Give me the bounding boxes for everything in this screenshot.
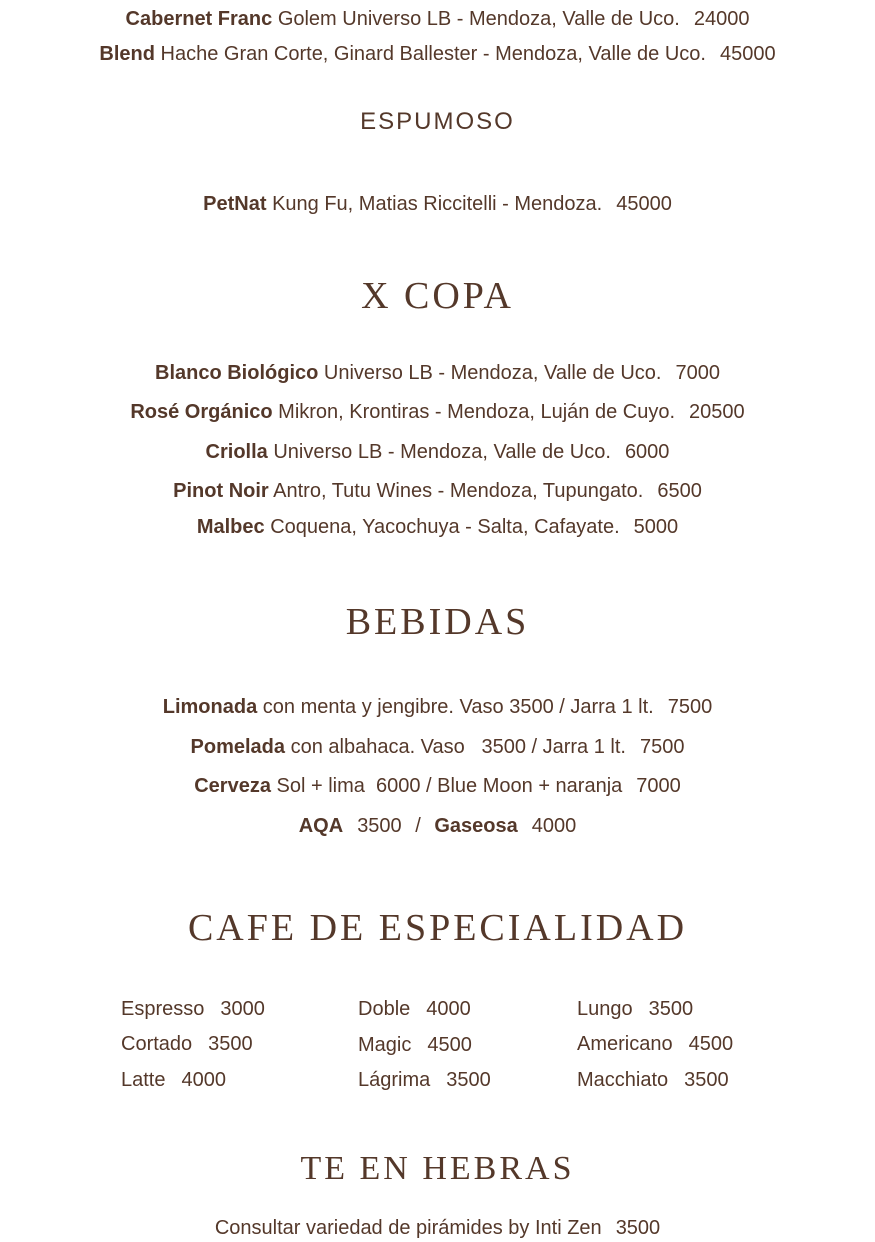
item-price: 4000 bbox=[531, 815, 577, 837]
item-name: Criolla bbox=[205, 441, 268, 463]
separator: / bbox=[415, 815, 421, 837]
cafe-item bbox=[121, 997, 265, 1021]
section-title-bebidas: BEBIDAS bbox=[345, 601, 530, 643]
item-description: Universo LB - Mendoza, Valle de Uco. bbox=[323, 362, 662, 384]
item-price: 4500 bbox=[427, 1034, 472, 1056]
wine-item bbox=[0, 440, 875, 464]
item-price: 45000 bbox=[616, 193, 672, 215]
item-price: 6500 bbox=[657, 480, 702, 502]
item-price: 7500 bbox=[639, 736, 685, 758]
cafe-item bbox=[577, 997, 693, 1021]
item-description: Universo LB - Mendoza, Valle de Uco. bbox=[273, 441, 611, 463]
section-title-xcopa: X COPA bbox=[361, 275, 514, 317]
item-name: Malbec bbox=[196, 516, 265, 538]
wine-item bbox=[0, 192, 875, 216]
item-name: Magic bbox=[358, 1034, 412, 1056]
item-name: Lágrima bbox=[358, 1069, 431, 1091]
item-name: Pinot Noir bbox=[173, 480, 269, 502]
item-description: Coquena, Yacochuya - Salta, Cafayate. bbox=[270, 516, 620, 538]
item-name: Cerveza bbox=[194, 775, 271, 797]
item-name: Limonada bbox=[162, 696, 258, 718]
item-price: 6000 bbox=[624, 441, 670, 463]
item-description: Consultar variedad de pirámides by Inti Zen bbox=[214, 1217, 602, 1239]
cafe-item bbox=[358, 1033, 472, 1057]
item-price: 3500 bbox=[357, 815, 402, 837]
item-description: Kung Fu, Matias Riccitelli - Mendoza. bbox=[272, 193, 603, 215]
wine-item bbox=[0, 7, 875, 31]
item-price: 3500 bbox=[446, 1069, 491, 1091]
item-name: Americano bbox=[577, 1033, 673, 1055]
item-name: PetNat bbox=[203, 193, 267, 215]
wine-item bbox=[0, 479, 875, 503]
drink-item bbox=[0, 774, 875, 798]
item-price: 7500 bbox=[667, 696, 713, 718]
item-description: Hache Gran Corte, Ginard Ballester - Mendoza, Valle de Uco. bbox=[160, 43, 706, 65]
item-price: 3000 bbox=[220, 998, 265, 1020]
drink-item bbox=[0, 735, 875, 759]
item-price: 45000 bbox=[719, 43, 776, 65]
cafe-item bbox=[358, 997, 471, 1021]
item-description: Golem Universo LB - Mendoza, Valle de Uco. bbox=[277, 8, 680, 30]
section-title-cafe: CAFE DE ESPECIALIDAD bbox=[187, 907, 688, 949]
wine-item bbox=[0, 361, 875, 385]
item-name: Gaseosa bbox=[434, 815, 518, 837]
section-title-espumoso: ESPUMOSO bbox=[360, 108, 515, 135]
item-name: Cabernet Franc bbox=[125, 8, 273, 30]
item-name: Latte bbox=[121, 1069, 166, 1091]
item-description: Antro, Tutu Wines - Mendoza, Tupungato. bbox=[273, 480, 644, 502]
cafe-item bbox=[121, 1032, 253, 1056]
item-name: Pomelada bbox=[190, 736, 286, 758]
item-price: 24000 bbox=[693, 8, 750, 30]
item-price: 3500 bbox=[208, 1033, 253, 1055]
item-description: con albahaca. Vaso 3500 / Jarra 1 lt. bbox=[290, 736, 626, 758]
item-name: Cortado bbox=[121, 1033, 193, 1055]
item-name: Rosé Orgánico bbox=[130, 401, 273, 423]
cafe-item bbox=[358, 1068, 491, 1092]
item-name: Blanco Biológico bbox=[155, 362, 319, 384]
item-price: 4000 bbox=[426, 998, 471, 1020]
item-price: 7000 bbox=[636, 775, 681, 797]
item-price: 20500 bbox=[689, 401, 745, 423]
item-description: con menta y jengibre. Vaso 3500 / Jarra 1 lt. bbox=[262, 696, 654, 718]
section-title-te: TE EN HEBRAS bbox=[300, 1150, 575, 1187]
item-description: Sol + lima 6000 / Blue Moon + naranja bbox=[276, 775, 623, 797]
tea-item bbox=[0, 1216, 875, 1240]
drink-item bbox=[0, 695, 875, 719]
item-price: 3500 bbox=[648, 998, 694, 1020]
item-price: 7000 bbox=[675, 362, 720, 384]
item-price: 3500 bbox=[615, 1217, 661, 1239]
wine-item bbox=[0, 400, 875, 424]
item-price: 4500 bbox=[688, 1033, 734, 1055]
item-price: 5000 bbox=[633, 516, 679, 538]
item-price: 3500 bbox=[684, 1069, 729, 1091]
item-name: Macchiato bbox=[577, 1069, 669, 1091]
cafe-item bbox=[577, 1068, 729, 1092]
cafe-item bbox=[577, 1032, 733, 1056]
wine-item bbox=[0, 515, 875, 539]
item-price: 4000 bbox=[181, 1069, 226, 1091]
item-name: Espresso bbox=[121, 998, 205, 1020]
item-name: Lungo bbox=[577, 998, 633, 1020]
item-description: Mikron, Krontiras - Mendoza, Luján de Cuyo. bbox=[278, 401, 676, 423]
drink-item bbox=[0, 814, 875, 838]
item-name: Blend bbox=[99, 43, 155, 65]
item-name: AQA bbox=[298, 815, 344, 837]
item-name: Doble bbox=[358, 998, 411, 1020]
cafe-item bbox=[121, 1068, 226, 1092]
wine-item bbox=[0, 42, 875, 66]
